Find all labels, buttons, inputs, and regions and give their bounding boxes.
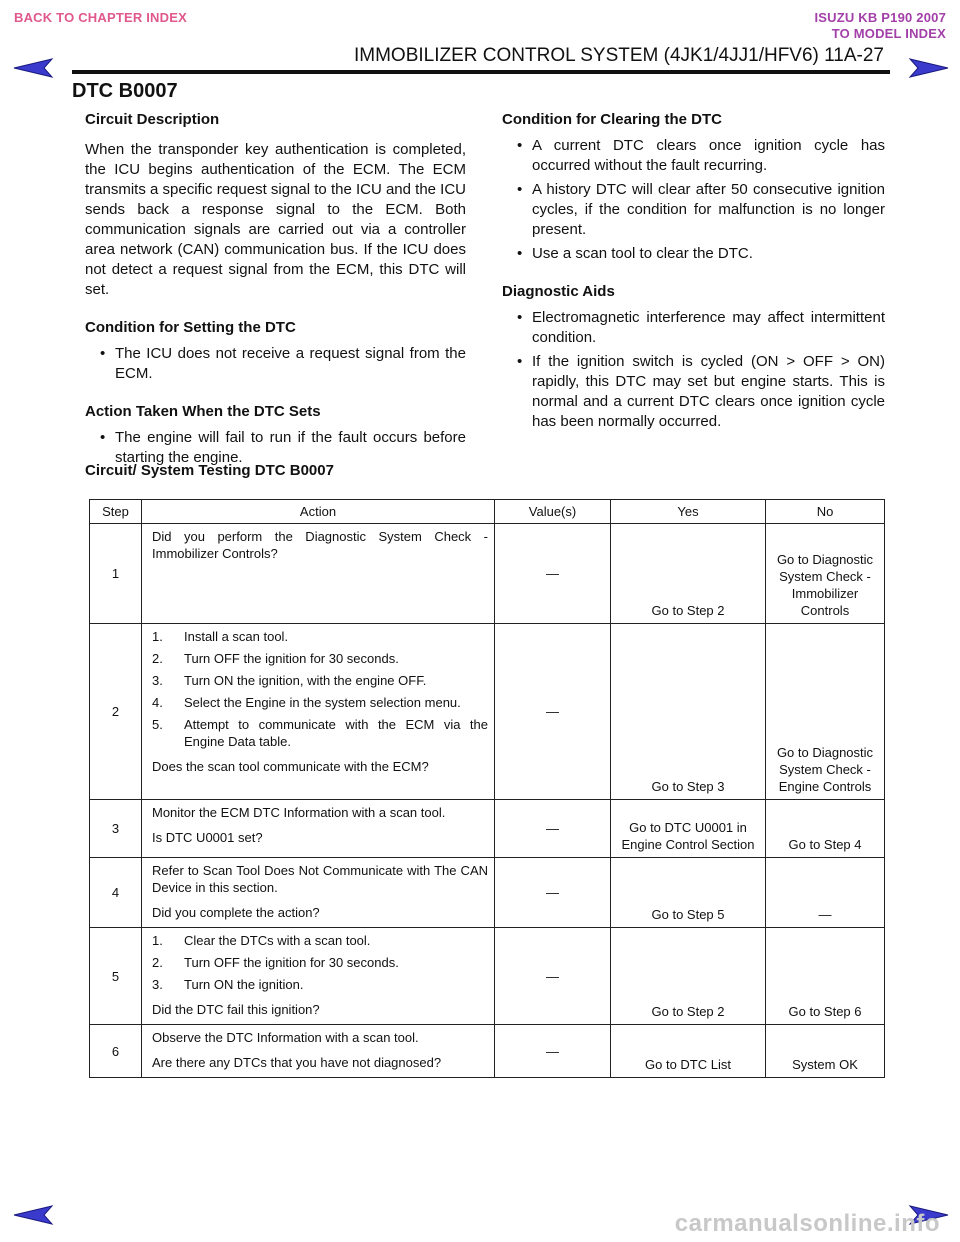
- action-question: Does the scan tool communicate with the ECM?: [152, 759, 429, 774]
- condition-clearing-list: [502, 136, 885, 264]
- action-taken-heading: Action Taken When the DTC Sets: [85, 403, 321, 420]
- step-cell: 3: [90, 800, 142, 858]
- action-question: Are there any DTCs that you have not diagnosed?: [152, 1055, 442, 1070]
- no-cell: Go to Diagnostic System Check - Engine Controls: [766, 624, 885, 800]
- action-step-text: Select the Engine in the system selection menu.: [184, 695, 461, 710]
- no-cell: —: [766, 858, 885, 928]
- right-column: [502, 110, 885, 436]
- action-step-number: 5.: [152, 717, 163, 732]
- action-step-item: [152, 628, 488, 645]
- left-column: [85, 110, 466, 472]
- condition-setting-heading: Condition for Setting the DTC: [85, 319, 296, 336]
- table-row: [90, 800, 885, 858]
- action-step-text: Install a scan tool.: [184, 629, 289, 644]
- step-cell: 2: [90, 624, 142, 800]
- list-item: • The engine will fail to run if the fault occurs before starting the engine.: [85, 428, 466, 468]
- action-step-text: Turn ON the ignition.: [184, 977, 304, 992]
- list-item: • A history DTC will clear after 50 consecutive ignition cycles, if the condition for malfunction is no longer present.: [502, 180, 885, 240]
- header-no: No: [766, 500, 885, 524]
- circuit-description-heading: Circuit Description: [85, 111, 220, 128]
- action-step-number: 3.: [152, 673, 163, 688]
- back-to-chapter-index-link[interactable]: BACK TO CHAPTER INDEX: [14, 10, 187, 25]
- action-step-item: [152, 932, 488, 949]
- to-model-index-link[interactable]: TO MODEL INDEX: [831, 26, 946, 41]
- action-cell: [142, 624, 495, 800]
- condition-setting-list: [85, 344, 466, 384]
- action-step-text: Clear the DTCs with a scan tool.: [184, 933, 371, 948]
- table-row: [90, 524, 885, 624]
- action-step-number: 2.: [152, 651, 163, 666]
- action-step-text: Turn OFF the ignition for 30 seconds.: [184, 955, 399, 970]
- brand-label: ISUZU KB P190 2007: [814, 10, 946, 25]
- yes-cell: Go to Step 3: [611, 624, 766, 800]
- watermark: carmanualsonline.info: [674, 1210, 940, 1237]
- diagnostic-table: [89, 499, 885, 1078]
- prev-page-arrow-icon[interactable]: [12, 1205, 54, 1225]
- list-item: • A current DTC clears once ignition cycle has occurred without the fault recurring.: [502, 136, 885, 176]
- header-yes: Yes: [611, 500, 766, 524]
- action-question: Did you complete the action?: [152, 905, 320, 920]
- action-cell: [142, 858, 495, 928]
- step-cell: 4: [90, 858, 142, 928]
- table-title: Circuit/ System Testing DTC B0007: [85, 462, 334, 479]
- action-step-number: 1.: [152, 933, 163, 948]
- yes-cell: Go to DTC U0001 in Engine Control Section: [611, 800, 766, 858]
- action-cell: [142, 1025, 495, 1078]
- yes-cell: Go to Step 2: [611, 524, 766, 624]
- action-cell: [142, 928, 495, 1025]
- action-text: Monitor the ECM DTC Information with a scan tool.: [152, 805, 446, 820]
- no-cell: Go to Step 4: [766, 800, 885, 858]
- diagnostic-aids-list: [502, 308, 885, 432]
- action-step-text: Attempt to communicate with the ECM via the Engine Data table.: [184, 717, 488, 749]
- step-cell: 5: [90, 928, 142, 1025]
- action-text: Observe the DTC Information with a scan tool.: [152, 1030, 419, 1045]
- action-step-item: [152, 716, 488, 750]
- header-action: Action: [142, 500, 495, 524]
- action-step-text: Turn ON the ignition, with the engine OFF.: [184, 673, 427, 688]
- list-item: • Use a scan tool to clear the DTC.: [502, 244, 885, 264]
- value-cell: —: [495, 1025, 611, 1078]
- header-rule: [72, 70, 890, 74]
- yes-cell: Go to Step 5: [611, 858, 766, 928]
- action-step-number: 4.: [152, 695, 163, 710]
- action-question: Did the DTC fail this ignition?: [152, 1002, 320, 1017]
- action-step-item: [152, 650, 488, 667]
- header-step: Step: [90, 500, 142, 524]
- step-cell: 6: [90, 1025, 142, 1078]
- next-page-arrow-icon[interactable]: [908, 58, 950, 78]
- action-cell: [142, 800, 495, 858]
- yes-cell: Go to DTC List: [611, 1025, 766, 1078]
- page-header-title: IMMOBILIZER CONTROL SYSTEM (4JK1/4JJ1/HFV6) 11A-27: [353, 45, 884, 66]
- list-item: • If the ignition switch is cycled (ON > OFF > ON) rapidly, this DTC may set but engine starts. This is normal and a current DTC clears once ignition cycle has been normally occurred.: [502, 352, 885, 432]
- dtc-title: DTC B0007: [72, 80, 178, 102]
- header-values: Value(s): [495, 500, 611, 524]
- list-item: • Electromagnetic interference may affect intermittent condition.: [502, 308, 885, 348]
- action-text: Did you perform the Diagnostic System Check - Immobilizer Controls?: [152, 529, 488, 561]
- action-text: Refer to Scan Tool Does Not Communicate with The CAN Device in this section.: [152, 863, 488, 895]
- table-row: [90, 928, 885, 1025]
- table-header-row: [90, 500, 885, 524]
- model-branding: [815, 10, 947, 42]
- action-question: Is DTC U0001 set?: [152, 830, 263, 845]
- value-cell: —: [495, 624, 611, 800]
- action-step-number: 3.: [152, 977, 163, 992]
- action-step-item: [152, 976, 488, 993]
- action-step-item: [152, 954, 488, 971]
- table-row: [90, 624, 885, 800]
- no-cell: System OK: [766, 1025, 885, 1078]
- yes-cell: Go to Step 2: [611, 928, 766, 1025]
- value-cell: —: [495, 524, 611, 624]
- value-cell: —: [495, 858, 611, 928]
- prev-page-arrow-icon[interactable]: [12, 58, 54, 78]
- no-cell: Go to Diagnostic System Check - Immobilizer Controls: [766, 524, 885, 624]
- action-step-number: 2.: [152, 955, 163, 970]
- list-item: • The ICU does not receive a request signal from the ECM.: [85, 344, 466, 384]
- no-cell: Go to Step 6: [766, 928, 885, 1025]
- action-step-text: Turn OFF the ignition for 30 seconds.: [184, 651, 399, 666]
- table-row: [90, 858, 885, 928]
- action-cell: [142, 524, 495, 624]
- step-cell: 1: [90, 524, 142, 624]
- diagnostic-aids-heading: Diagnostic Aids: [502, 283, 615, 300]
- value-cell: —: [495, 928, 611, 1025]
- action-step-item: [152, 694, 488, 711]
- action-step-item: [152, 672, 488, 689]
- action-step-number: 1.: [152, 629, 163, 644]
- value-cell: —: [495, 800, 611, 858]
- condition-clearing-heading: Condition for Clearing the DTC: [502, 111, 722, 128]
- circuit-description-text: When the transponder key authentication is completed, the ICU begins authentication of the ECM. The ECM transmits a specific request signal to the ICU and the ICU sends back a response signal to the ECM. Both communication signals are carried out via a controller area network (CAN) communication bus. If the ICU does not detect a request signal from the ECM, this DTC will set.: [85, 141, 467, 298]
- table-row: [90, 1025, 885, 1078]
